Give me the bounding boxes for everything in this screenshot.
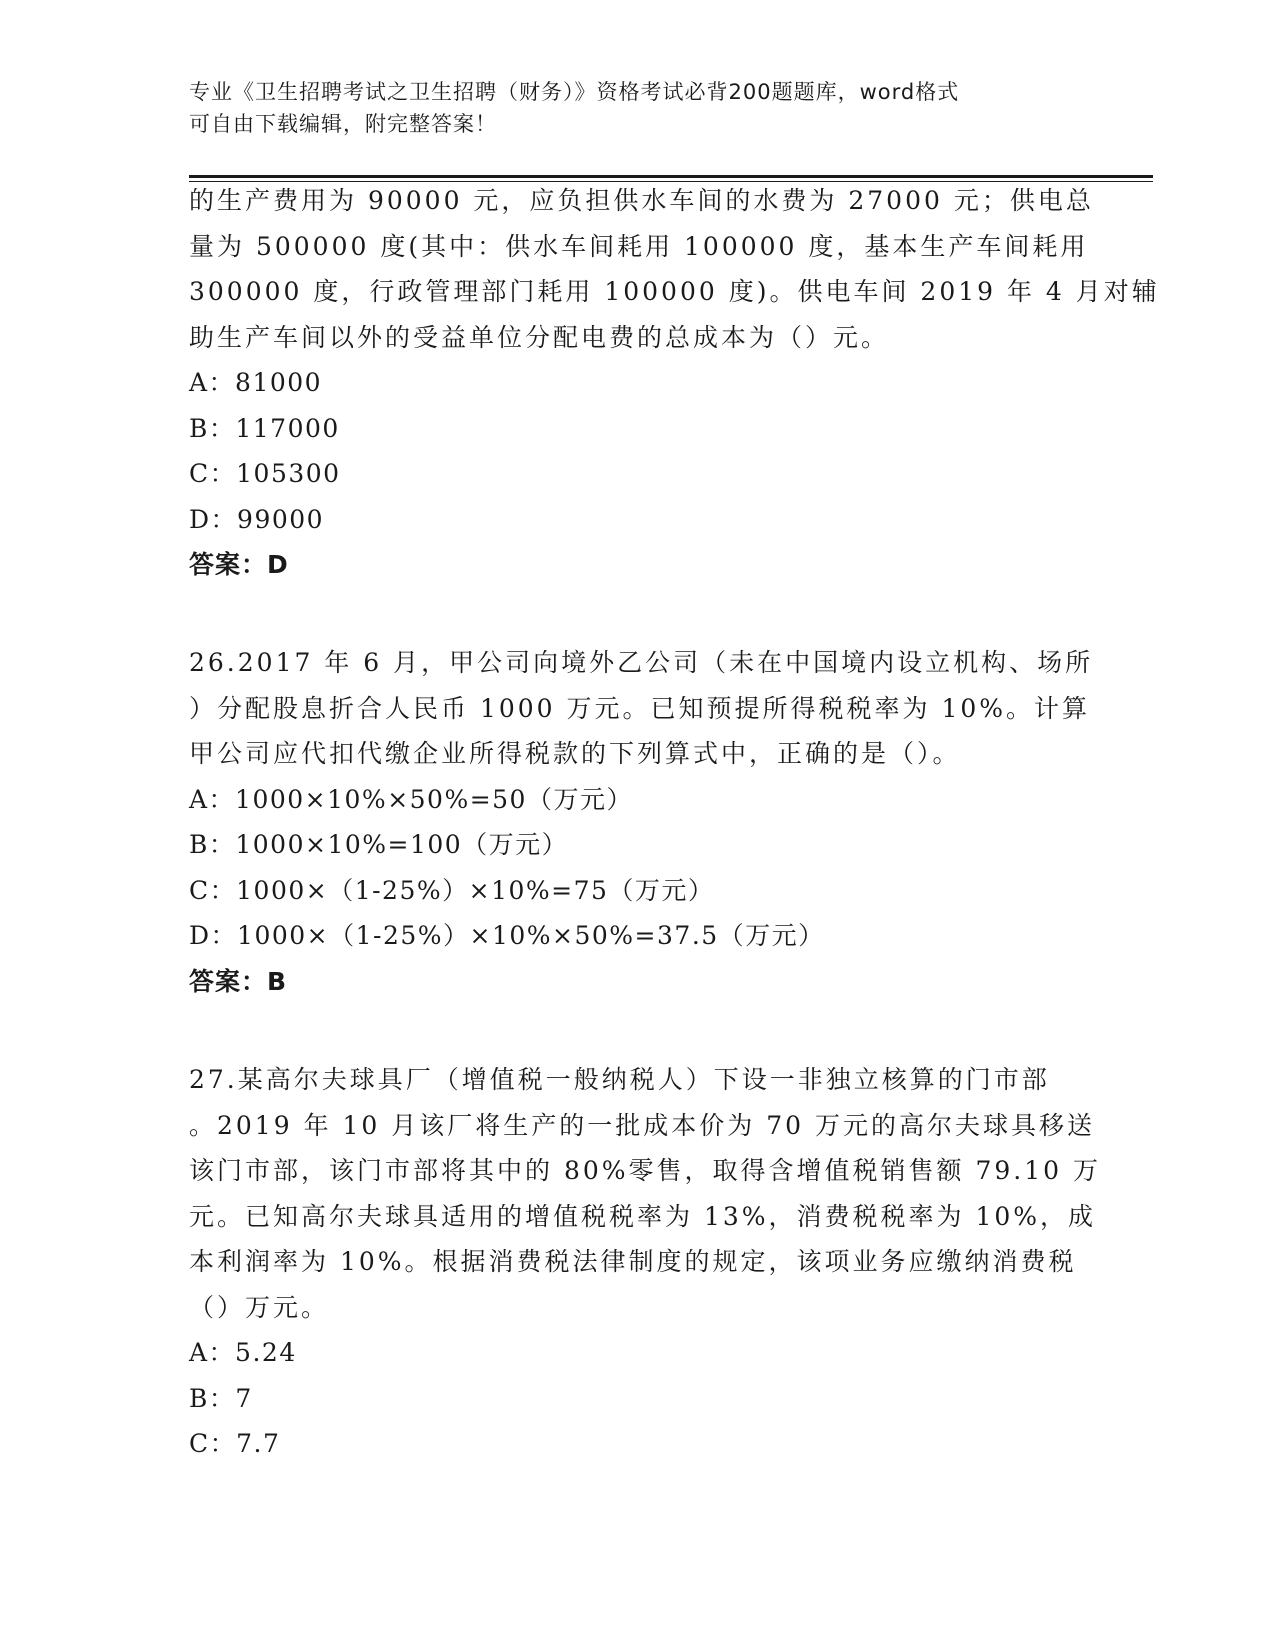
question-26-option-b: B：1000×10%=100（万元） (189, 830, 569, 859)
question-27 (189, 1057, 1101, 1467)
question-26-stem-line: 26.2017 年 6 月，甲公司向境外乙公司（未在中国境内设立机构、场所 (189, 648, 1094, 677)
question-26-answer: 答案：B (189, 966, 288, 996)
question-27-option-a: A：5.24 (189, 1338, 297, 1367)
question-27-stem-line: 元。已知高尔夫球具适用的增值税税率为 13%，消费税税率为 10%，成 (189, 1201, 1097, 1231)
header-title-line-2: 可自由下载编辑，附完整答案！ (189, 112, 497, 136)
question-26-option-d: D：1000×（1-25%）×10%×50%=37.5（万元） (189, 921, 825, 950)
question-26-option-c: C：1000×（1-25%）×10%=75（万元） (189, 875, 715, 905)
question-25-option-d: D：99000 (189, 504, 325, 534)
question-25-stem-line: 量为 500000 度(其中：供水车间耗用 100000 度，基本生产车间耗用 (189, 231, 1089, 261)
question-27-option-c: C：7.7 (189, 1429, 281, 1458)
question-26 (189, 640, 1094, 1004)
header-title-line-1: 专业《卫生招聘考试之卫生招聘（财务）》资格考试必背200题题库，word格式 (189, 80, 960, 104)
question-25-answer: 答案：D (189, 550, 289, 579)
question-27-option-b: B：7 (189, 1383, 253, 1413)
question-27-stem-line: （）万元。 (189, 1292, 330, 1322)
question-25-option-a: A：81000 (189, 368, 323, 397)
question-27-stem-line: 。2019 年 10 月该厂将生产的一批成本价为 70 万元的高尔夫球具移送 (189, 1110, 1095, 1140)
question-25-stem-line: 的生产费用为 90000 元，应负担供水车间的水费为 27000 元；供电总 (189, 186, 1094, 215)
question-26-stem-line: ）分配股息折合人民币 1000 万元。已知预提所得税税率为 10%。计算 (189, 693, 1091, 723)
question-27-stem-line: 本利润率为 10%。根据消费税法律制度的规定，该项业务应缴纳消费税 (189, 1247, 1077, 1276)
question-25-option-c: C：105300 (189, 459, 341, 488)
question-26-stem-line: 甲公司应代扣代缴企业所得税款的下列算式中，正确的是（）。 (189, 739, 961, 768)
document-header (189, 76, 1069, 140)
question-25-stem-line: 助生产车间以外的受益单位分配电费的总成本为（）元。 (189, 322, 890, 352)
question-25 (189, 178, 1160, 588)
question-27-stem-line: 该门市部，该门市部将其中的 80%零售，取得含增值税销售额 79.10 万 (189, 1156, 1101, 1185)
question-25-stem-line: 300000 度，行政管理部门耗用 100000 度)。供电车间 2019 年 4 月对辅 (189, 277, 1160, 306)
question-26-option-a: A：1000×10%×50%=50（万元） (189, 784, 633, 814)
question-25-option-b: B：117000 (189, 413, 340, 443)
question-27-stem-line: 27.某高尔夫球具厂（增值税一般纳税人）下设一非独立核算的门市部 (189, 1065, 1050, 1094)
